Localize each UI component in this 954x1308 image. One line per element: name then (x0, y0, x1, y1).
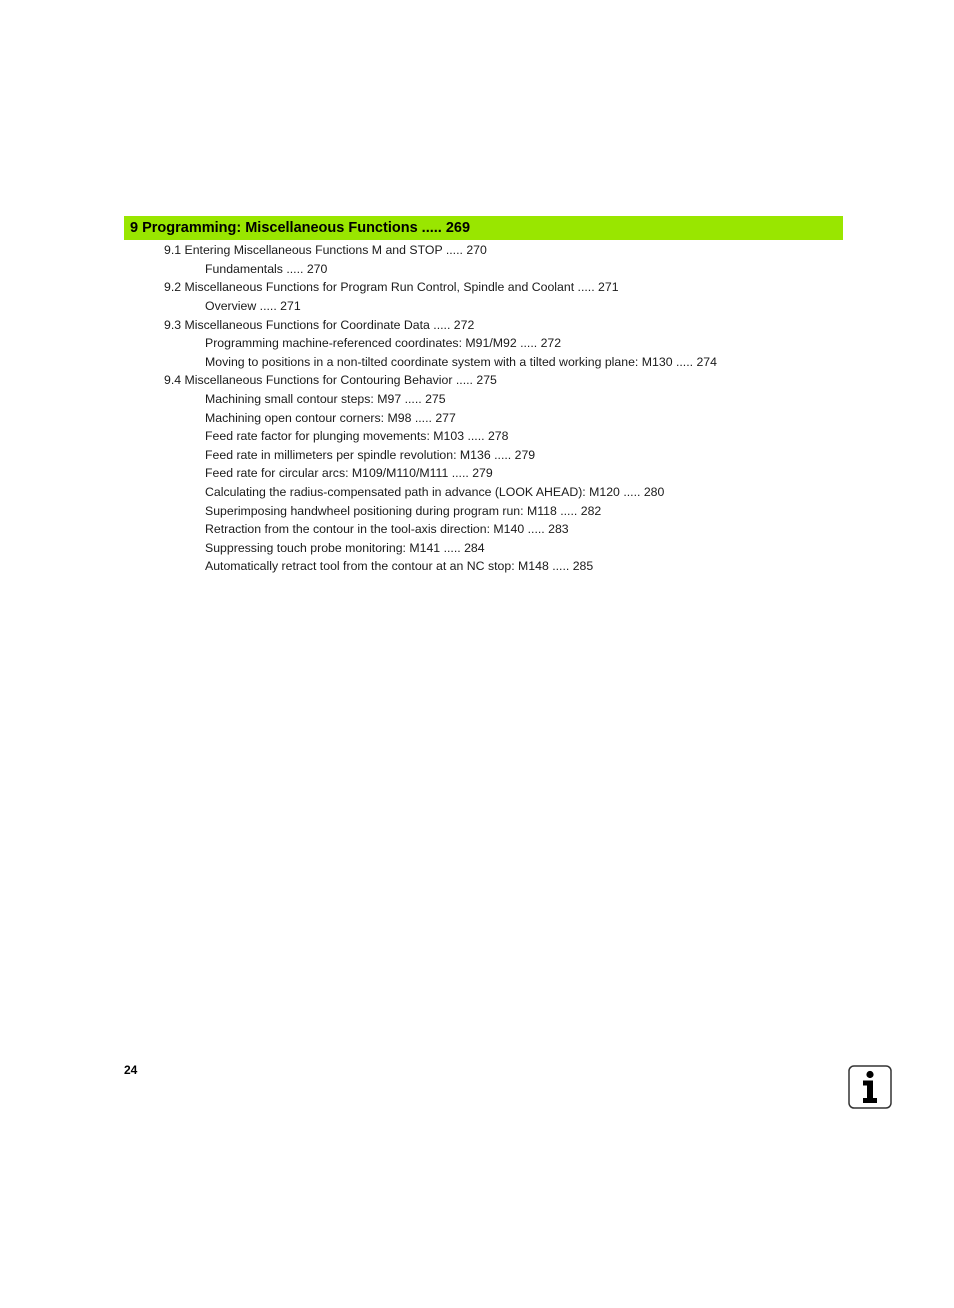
toc-entry[interactable]: Feed rate in millimeters per spindle revolution: M136 ..... 279 (205, 448, 536, 462)
chapter-title: 9 Programming: Miscellaneous Functions ..... 269 (130, 220, 471, 236)
toc-entry[interactable]: Programming machine-referenced coordinates: M91/M92 ..... 272 (205, 336, 562, 350)
toc-entry[interactable]: Moving to positions in a non-tilted coordinate system with a tilted working plane: M130 ..... 274 (205, 355, 717, 369)
toc-entry[interactable]: Feed rate for circular arcs: M109/M110/M111 ..... 279 (205, 466, 493, 480)
toc-section-9-3[interactable]: 9.3 Miscellaneous Functions for Coordinate Data ..... 272 (164, 318, 475, 332)
toc-entry[interactable]: Feed rate factor for plunging movements: M103 ..... 278 (205, 429, 509, 443)
toc-section-9-2[interactable]: 9.2 Miscellaneous Functions for Program Run Control, Spindle and Coolant ..... 271 (164, 280, 619, 294)
toc-entry[interactable]: Overview ..... 271 (205, 299, 301, 313)
toc-entry[interactable]: Calculating the radius-compensated path in advance (LOOK AHEAD): M120 ..... 280 (205, 485, 665, 499)
toc-entry[interactable]: Suppressing touch probe monitoring: M141 ..... 284 (205, 541, 485, 555)
toc-entry[interactable]: Machining open contour corners: M98 ..... 277 (205, 411, 456, 425)
toc-entry[interactable]: Retraction from the contour in the tool-axis direction: M140 ..... 283 (205, 522, 569, 536)
info-icon (848, 1065, 892, 1109)
toc-section-9-4[interactable]: 9.4 Miscellaneous Functions for Contouring Behavior ..... 275 (164, 373, 497, 387)
toc-entry[interactable]: Fundamentals ..... 270 (205, 262, 328, 276)
toc-entry[interactable]: Automatically retract tool from the contour at an NC stop: M148 ..... 285 (205, 559, 594, 573)
toc-entry[interactable]: Superimposing handwheel positioning during program run: M118 ..... 282 (205, 504, 602, 518)
page-number: 24 (124, 1063, 138, 1077)
toc-entry[interactable]: Machining small contour steps: M97 ..... 275 (205, 392, 446, 406)
chapter-heading (124, 216, 843, 240)
toc-section-9-1[interactable]: 9.1 Entering Miscellaneous Functions M and STOP ..... 270 (164, 243, 487, 257)
